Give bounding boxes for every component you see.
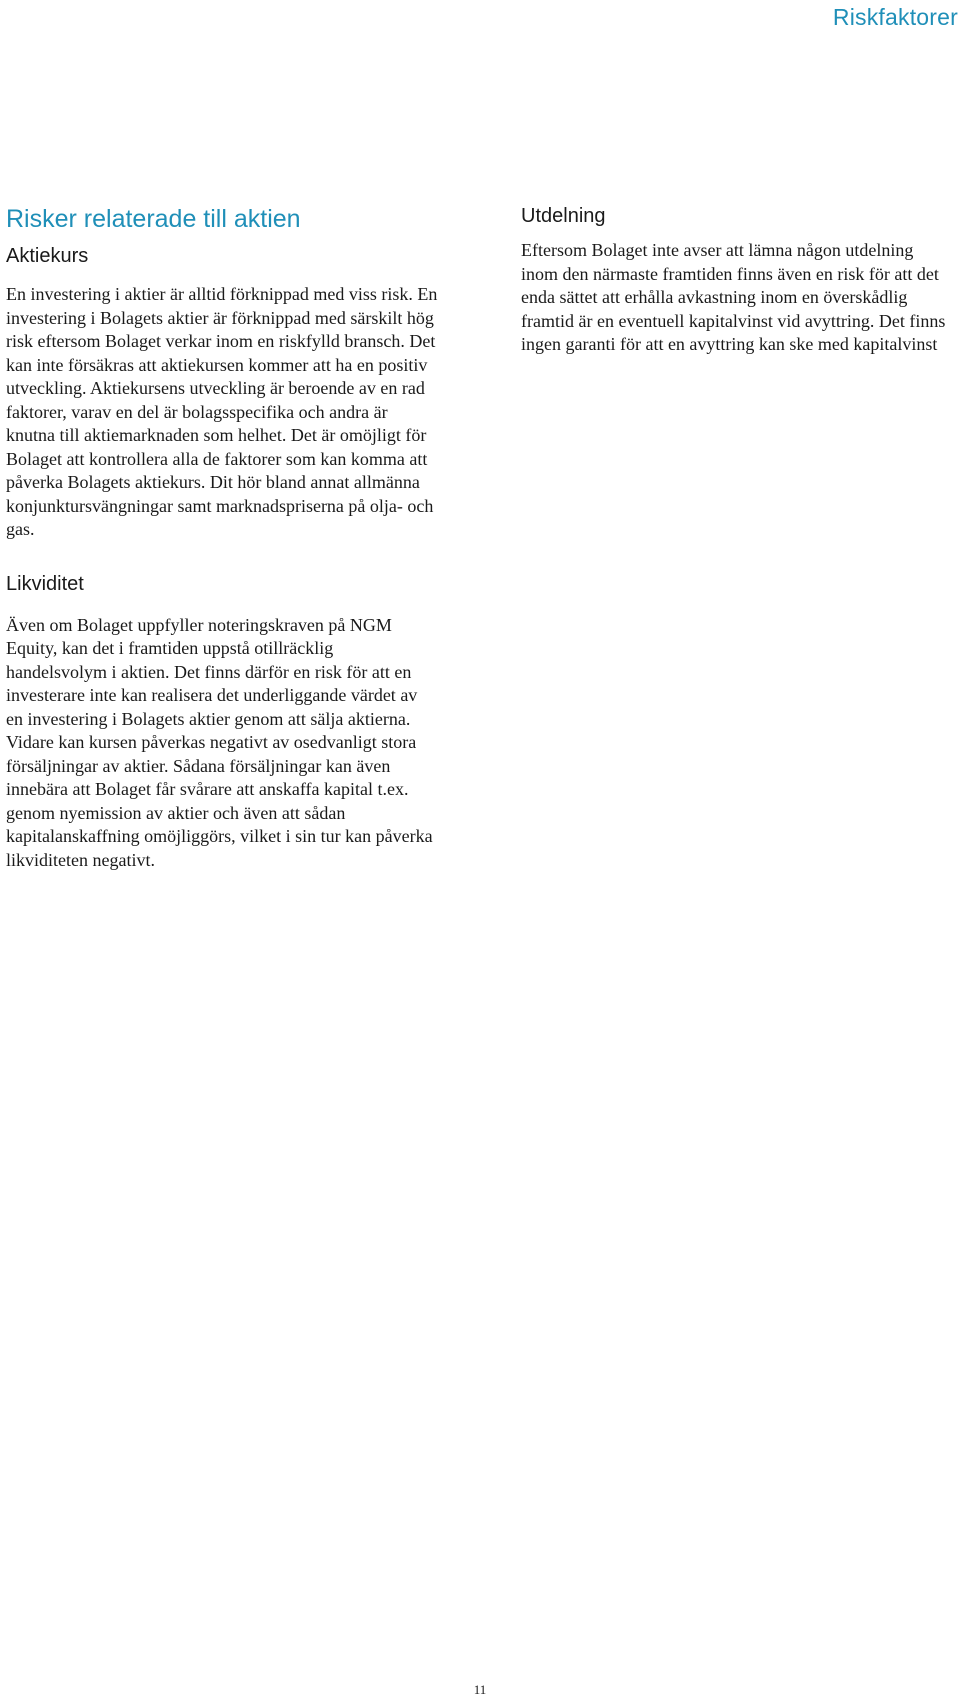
left-column (6, 203, 438, 872)
page-number: 11 (473, 1682, 487, 1697)
subheading-likviditet: Likviditet (6, 572, 84, 595)
section-title: Risker relaterade till aktien (6, 205, 301, 233)
running-header-title: Riskfaktorer (832, 4, 958, 30)
subheading-aktiekurs: Aktiekurs (6, 245, 89, 267)
paragraph-aktiekurs: En investering i aktier är alltid förknippad med viss risk. En investering i Bolagets aktier är förknippad med särskilt hög risk eftersom Bolaget verkar inom en riskfylld bransch. Det kan inte försäkras att aktiekursen kommer att ha en positiv utveckling. Aktiekursens utveckling är beroende av en rad faktorer, varav en del är bolagsspecifika och andra är knutna till aktiemarknaden som helhet. Det är omöjligt för Bolaget att kontrollera alla de faktorer som kan komma att påverka Bolagets aktiekurs. Dit hör bland annat allmänna konjunktursvängningar samt marknadspriserna på olja- och gas. (6, 284, 438, 539)
paragraph-likviditet: Även om Bolaget uppfyller noteringskraven på NGM Equity, kan det i framtiden uppstå otillräcklig handelsvolym i aktien. Det finns därför en risk för att en investerare inte kan realisera det underliggande värdet av en investering i Bolagets aktier genom att sälja aktierna. Vidare kan kursen påverkas negativt av osedvanligt stora försäljningar av aktier. Sådana försäljningar kan även innebära att Bolaget får svårare att anskaffa kapital t.ex. genom nyemission av aktier och även att sådan kapitalanskaffning omöjliggörs, vilket i sin tur kan påverka likviditeten negativt. (6, 614, 433, 870)
right-column (521, 203, 951, 357)
subheading-utdelning: Utdelning (521, 205, 606, 227)
paragraph-utdelning: Eftersom Bolaget inte avser att lämna någon utdelning inom den närmaste framtiden finns även en risk för att det enda sättet att erhålla avkastning inom en överskådlig framtid är en eventuell kapitalvinst vid avyttring. Det finns ingen garanti för att en avyttring kan ske med kapitalvinst (521, 240, 946, 354)
